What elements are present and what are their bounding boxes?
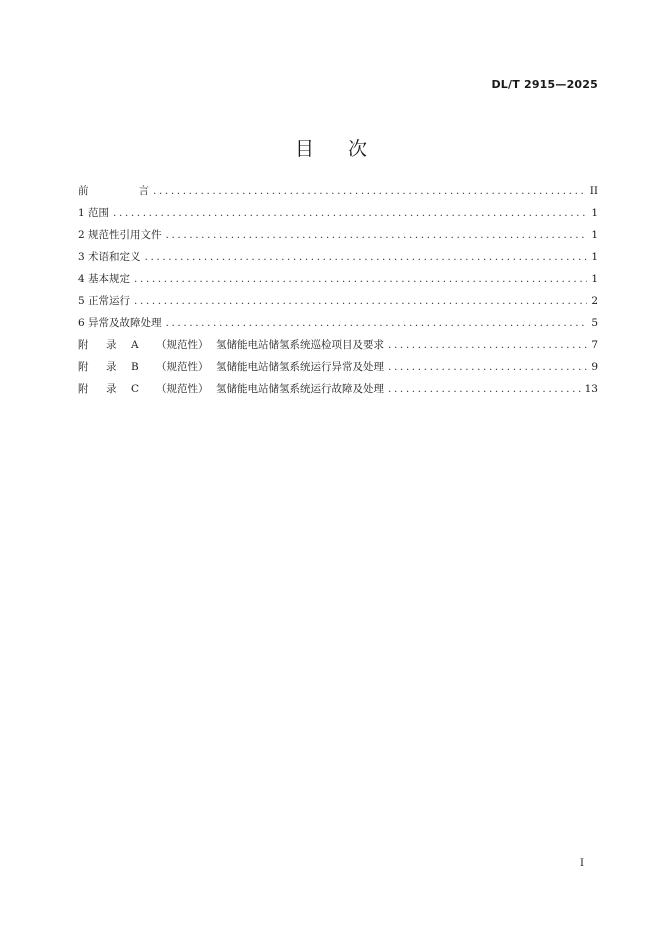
toc-page-number: 1: [591, 229, 598, 241]
toc-entry-appendix-a[interactable]: [78, 334, 598, 356]
title-char-1: 目: [294, 138, 314, 160]
dot-leader: [153, 180, 586, 202]
title-char-2: 次: [348, 138, 368, 160]
toc-entry[interactable]: [78, 268, 598, 290]
toc-entry-label: 1 范围: [78, 207, 110, 219]
dot-leader: [388, 334, 587, 356]
toc-entry-label: 附 录 A （规范性） 氢储能电站储氢系统巡检项目及要求: [78, 339, 384, 351]
toc-entry-label: 2 规范性引用文件: [78, 229, 162, 241]
toc-page-number: 1: [591, 251, 598, 263]
toc-entry[interactable]: [78, 224, 598, 246]
toc-page-number: 9: [591, 361, 598, 373]
toc-page-number: 13: [584, 383, 598, 395]
toc-entry-label: 4 基本规定: [78, 273, 131, 285]
standard-code: DL/T 2915—2025: [491, 78, 598, 91]
toc-entry-label: 3 术语和定义: [78, 251, 141, 263]
toc-entry-preface[interactable]: [78, 180, 598, 202]
dot-leader: [166, 312, 588, 334]
toc-page-number: 7: [591, 339, 598, 351]
toc-entry-label: 附 录 B （规范性） 氢储能电站储氢系统运行异常及处理: [78, 361, 384, 373]
toc-entry[interactable]: [78, 202, 598, 224]
dot-leader: [388, 356, 587, 378]
toc-entry[interactable]: [78, 290, 598, 312]
toc-entry-appendix-b[interactable]: [78, 356, 598, 378]
table-of-contents: [78, 180, 598, 400]
toc-page-number: 5: [591, 317, 598, 329]
toc-entry-label: 前 言: [78, 185, 149, 197]
dot-leader: [388, 378, 581, 400]
toc-page-number: 1: [591, 273, 598, 285]
dot-leader: [166, 224, 588, 246]
toc-entry-appendix-c[interactable]: [78, 378, 598, 400]
toc-entry-label: 6 异常及故障处理: [78, 317, 162, 329]
dot-leader: [134, 290, 587, 312]
dot-leader: [145, 246, 588, 268]
page-number: I: [580, 858, 584, 869]
toc-page-number: 1: [591, 207, 598, 219]
page-title: [0, 134, 662, 161]
toc-page-number: II: [589, 185, 598, 197]
toc-entry-label: 附 录 C （规范性） 氢储能电站储氢系统运行故障及处理: [78, 383, 384, 395]
toc-page-number: 2: [591, 295, 598, 307]
dot-leader: [134, 268, 587, 290]
dot-leader: [113, 202, 587, 224]
toc-entry-label: 5 正常运行: [78, 295, 131, 307]
toc-entry[interactable]: [78, 246, 598, 268]
toc-entry[interactable]: [78, 312, 598, 334]
